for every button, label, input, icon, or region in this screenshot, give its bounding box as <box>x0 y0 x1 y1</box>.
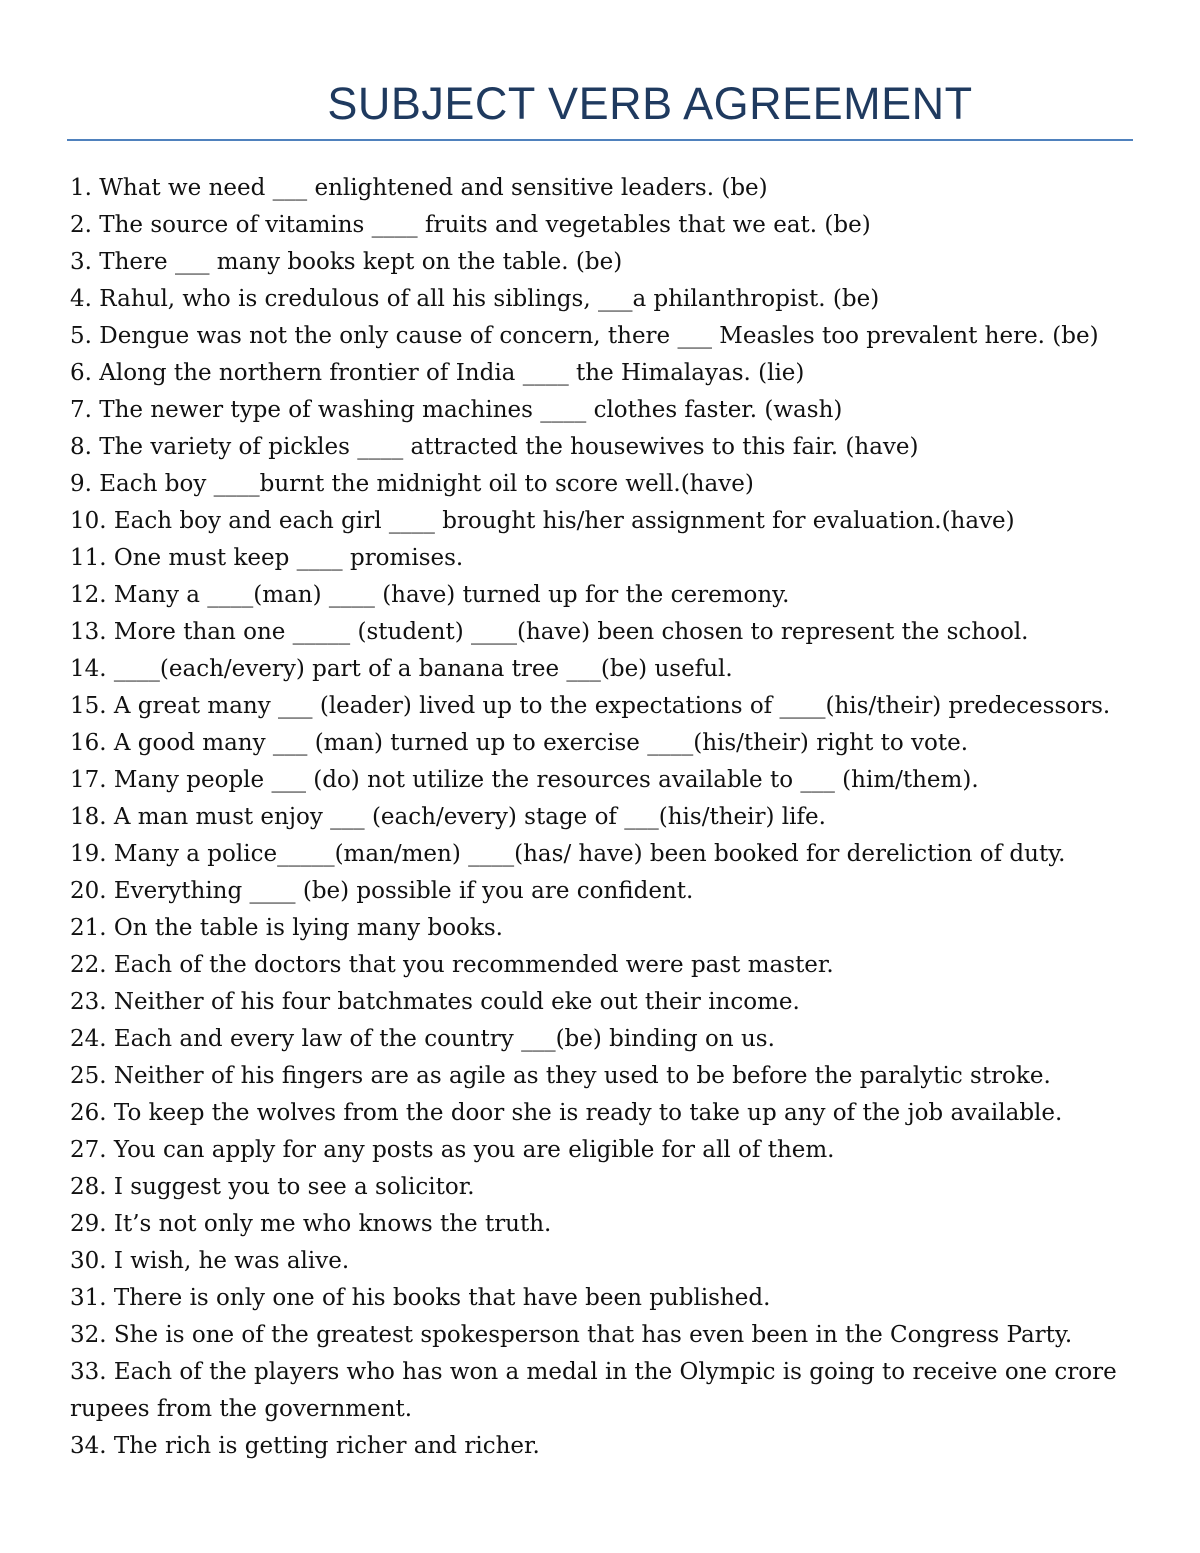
question-item <box>70 392 1134 429</box>
question-number: 18. <box>70 804 107 830</box>
question-text: Each boy ____burnt the midnight oil to score well.(have) <box>99 471 754 497</box>
question-number: 19. <box>70 841 107 867</box>
question-text: There is only one of his books that have been published. <box>113 1285 771 1311</box>
question-number: 13. <box>70 619 107 645</box>
question-text: Dengue was not the only cause of concern, there ___ Measles too prevalent here. (be) <box>99 323 1099 349</box>
question-text: ____(each/every) part of a banana tree ___(be) useful. <box>113 656 733 682</box>
question-item <box>70 207 1134 244</box>
question-item <box>70 1243 1134 1280</box>
question-number: 29. <box>70 1211 107 1237</box>
question-text: Each of the players who has won a medal in the Olympic is going to receive one crore rupees from the government. <box>70 1359 1117 1422</box>
question-number: 25. <box>70 1063 107 1089</box>
question-number: 21. <box>70 915 107 941</box>
question-text: A great many ___ (leader) lived up to the expectations of ____(his/their) predecessors. <box>113 693 1111 719</box>
question-item <box>70 725 1134 762</box>
question-text: Many a police_____(man/men) ____(has/ have) been booked for dereliction of duty. <box>113 841 1066 867</box>
question-text: The newer type of washing machines ____ clothes faster. (wash) <box>99 397 843 423</box>
question-item <box>70 540 1134 577</box>
question-item <box>70 466 1134 503</box>
question-number: 31. <box>70 1285 107 1311</box>
question-item <box>70 762 1134 799</box>
question-number: 20. <box>70 878 107 904</box>
question-number: 34. <box>70 1433 107 1459</box>
question-number: 23. <box>70 989 107 1015</box>
question-number: 10. <box>70 508 107 534</box>
question-number: 9. <box>70 471 92 497</box>
question-text: She is one of the greatest spokesperson that has even been in the Congress Party. <box>113 1322 1073 1348</box>
question-number: 3. <box>70 249 92 275</box>
question-number: 24. <box>70 1026 107 1052</box>
question-item <box>70 799 1134 836</box>
question-text: To keep the wolves from the door she is ready to take up any of the job available. <box>113 1100 1063 1126</box>
question-number: 12. <box>70 582 107 608</box>
question-item <box>70 355 1134 392</box>
title-underline <box>67 139 1133 141</box>
question-text: It’s not only me who knows the truth. <box>113 1211 552 1237</box>
question-item <box>70 1280 1134 1317</box>
question-item <box>70 429 1134 466</box>
question-number: 32. <box>70 1322 107 1348</box>
question-item <box>70 873 1134 910</box>
question-number: 22. <box>70 952 107 978</box>
question-number: 26. <box>70 1100 107 1126</box>
question-item <box>70 1095 1134 1132</box>
question-text: You can apply for any posts as you are eligible for all of them. <box>113 1137 835 1163</box>
question-number: 30. <box>70 1248 107 1274</box>
question-item <box>70 1058 1134 1095</box>
page-title: SUBJECT VERB AGREEMENT <box>327 78 973 129</box>
question-text: The variety of pickles ____ attracted the housewives to this fair. (have) <box>99 434 919 460</box>
question-item <box>70 836 1134 873</box>
question-text: Neither of his fingers are as agile as they used to be before the paralytic stroke. <box>113 1063 1051 1089</box>
question-text: Neither of his four batchmates could eke out their income. <box>113 989 800 1015</box>
question-item <box>70 614 1134 651</box>
question-number: 4. <box>70 286 92 312</box>
question-text: The source of vitamins ____ fruits and vegetables that we eat. (be) <box>99 212 871 238</box>
question-text: A man must enjoy ___ (each/every) stage of ___(his/their) life. <box>113 804 826 830</box>
question-text: One must keep ____ promises. <box>113 545 464 571</box>
question-number: 1. <box>70 175 92 201</box>
question-text: Each boy and each girl ____ brought his/her assignment for evaluation.(have) <box>113 508 1015 534</box>
question-number: 11. <box>70 545 107 571</box>
question-number: 5. <box>70 323 92 349</box>
question-item <box>70 947 1134 984</box>
question-item <box>70 1169 1134 1206</box>
question-item <box>70 503 1134 540</box>
question-text: On the table is lying many books. <box>113 915 503 941</box>
question-item <box>70 1021 1134 1058</box>
question-number: 17. <box>70 767 107 793</box>
question-number: 28. <box>70 1174 107 1200</box>
question-number: 7. <box>70 397 92 423</box>
question-text: Each of the doctors that you recommended were past master. <box>113 952 834 978</box>
question-text: Many a ____(man) ____ (have) turned up for the ceremony. <box>113 582 790 608</box>
question-text: There ___ many books kept on the table. (be) <box>99 249 623 275</box>
question-item <box>70 577 1134 614</box>
question-number: 6. <box>70 360 92 386</box>
question-item <box>70 1354 1134 1428</box>
question-number: 2. <box>70 212 92 238</box>
question-text: A good many ___ (man) turned up to exercise ____(his/their) right to vote. <box>113 730 969 756</box>
question-list <box>70 170 1134 1465</box>
question-text: Many people ___ (do) not utilize the resources available to ___ (him/them). <box>113 767 979 793</box>
question-item <box>70 170 1134 207</box>
question-item <box>70 281 1134 318</box>
question-item <box>70 910 1134 947</box>
question-text: The rich is getting richer and richer. <box>113 1433 540 1459</box>
question-item <box>70 688 1134 725</box>
question-number: 16. <box>70 730 107 756</box>
question-number: 15. <box>70 693 107 719</box>
question-item <box>70 1132 1134 1169</box>
question-item <box>70 244 1134 281</box>
question-item <box>70 1428 1134 1465</box>
question-number: 14. <box>70 656 107 682</box>
question-item <box>70 318 1134 355</box>
question-text: More than one _____ (student) ____(have) been chosen to represent the school. <box>113 619 1029 645</box>
question-number: 27. <box>70 1137 107 1163</box>
question-item <box>70 1317 1134 1354</box>
question-text: Each and every law of the country ___(be) binding on us. <box>113 1026 775 1052</box>
question-number: 8. <box>70 434 92 460</box>
question-text: Along the northern frontier of India ____ the Himalayas. (lie) <box>99 360 805 386</box>
question-number: 33. <box>70 1359 107 1385</box>
question-item <box>70 1206 1134 1243</box>
question-item <box>70 984 1134 1021</box>
question-text: What we need ___ enlightened and sensitive leaders. (be) <box>99 175 768 201</box>
question-item <box>70 651 1134 688</box>
question-text: I suggest you to see a solicitor. <box>113 1174 475 1200</box>
question-text: Everything ____ (be) possible if you are confident. <box>113 878 694 904</box>
question-text: I wish, he was alive. <box>113 1248 350 1274</box>
question-text: Rahul, who is credulous of all his siblings, ___a philanthropist. (be) <box>99 286 880 312</box>
